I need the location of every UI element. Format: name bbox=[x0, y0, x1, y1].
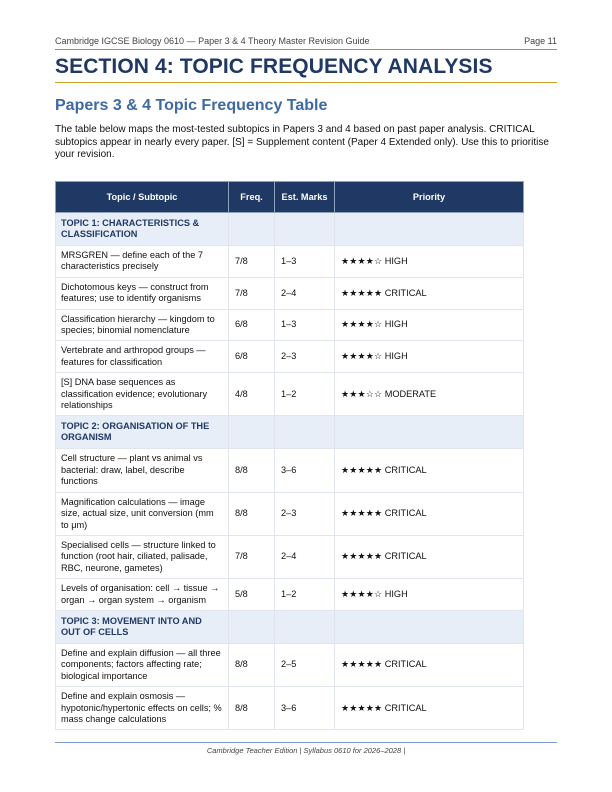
running-header bbox=[55, 36, 557, 46]
category-row bbox=[56, 610, 524, 643]
table-row bbox=[56, 277, 524, 309]
frequency-cell: 8/8 bbox=[229, 643, 275, 686]
marks-cell: 3–6 bbox=[275, 449, 335, 492]
subtopic-cell: Define and explain osmosis — hypotonic/hypertonic effects on cells; % mass change calculations bbox=[56, 687, 229, 730]
marks-cell: 1–3 bbox=[275, 309, 335, 341]
marks-cell: 1–2 bbox=[275, 373, 335, 416]
frequency-cell: 8/8 bbox=[229, 449, 275, 492]
header-marks: Est. Marks bbox=[275, 182, 335, 213]
marks-cell: 1–3 bbox=[275, 246, 335, 278]
frequency-cell: 4/8 bbox=[229, 373, 275, 416]
priority-cell: ★★★★★ CRITICAL bbox=[335, 449, 524, 492]
priority-cell: ★★★★☆ HIGH bbox=[335, 309, 524, 341]
marks-cell: 2–5 bbox=[275, 643, 335, 686]
subsection-title: Papers 3 & 4 Topic Frequency Table bbox=[55, 97, 328, 114]
table-row bbox=[56, 373, 524, 416]
running-title: Cambridge IGCSE Biology 0610 — Paper 3 & 4 Theory Master Revision Guide bbox=[55, 36, 370, 46]
category-row bbox=[56, 416, 524, 449]
category-empty-cell bbox=[275, 416, 335, 449]
category-empty-cell bbox=[275, 213, 335, 246]
table-row bbox=[56, 309, 524, 341]
category-empty-cell bbox=[229, 610, 275, 643]
priority-cell: ★★★☆☆ MODERATE bbox=[335, 373, 524, 416]
table-row bbox=[56, 535, 524, 578]
category-title: TOPIC 3: MOVEMENT INTO AND OUT OF CELLS bbox=[56, 610, 229, 643]
priority-cell: ★★★★★ CRITICAL bbox=[335, 492, 524, 535]
table-row bbox=[56, 341, 524, 373]
category-empty-cell bbox=[229, 213, 275, 246]
frequency-cell: 6/8 bbox=[229, 341, 275, 373]
table-body bbox=[56, 213, 524, 730]
frequency-cell: 8/8 bbox=[229, 687, 275, 730]
priority-cell: ★★★★☆ HIGH bbox=[335, 341, 524, 373]
frequency-cell: 5/8 bbox=[229, 579, 275, 611]
subtopic-cell: Magnification calculations — image size, actual size, unit conversion (mm to μm) bbox=[56, 492, 229, 535]
marks-cell: 2–4 bbox=[275, 277, 335, 309]
marks-cell: 1–2 bbox=[275, 579, 335, 611]
marks-cell: 3–6 bbox=[275, 687, 335, 730]
intro-paragraph: The table below maps the most-tested subtopics in Papers 3 and 4 based on past paper analysis. CRITICAL subtopics appear in nearly every paper. [S] = Supplement content (Paper 4 Extended only). Use this to prioritise your revision. bbox=[55, 124, 549, 160]
marks-cell: 2–3 bbox=[275, 492, 335, 535]
priority-cell: ★★★★☆ HIGH bbox=[335, 246, 524, 278]
footer: Cambridge Teacher Edition | Syllabus 0610 for 2026–2028 | bbox=[206, 746, 406, 755]
frequency-cell: 6/8 bbox=[229, 309, 275, 341]
subtopic-cell: Dichotomous keys — construct from features; use to identify organisms bbox=[56, 277, 229, 309]
table-row bbox=[56, 687, 524, 730]
priority-cell: ★★★★★ CRITICAL bbox=[335, 277, 524, 309]
category-empty-cell bbox=[229, 416, 275, 449]
header-topic: Topic / Subtopic bbox=[56, 182, 229, 213]
table-row bbox=[56, 246, 524, 278]
subtopic-cell: Define and explain diffusion — all three components; factors affecting rate; biological importance bbox=[56, 643, 229, 686]
category-row bbox=[56, 213, 524, 246]
topic-frequency-table bbox=[55, 181, 524, 730]
footer-divider bbox=[55, 742, 557, 743]
frequency-cell: 7/8 bbox=[229, 246, 275, 278]
header-priority: Priority bbox=[335, 182, 524, 213]
header-frequency: Freq. bbox=[229, 182, 275, 213]
table-row bbox=[56, 492, 524, 535]
table-row bbox=[56, 579, 524, 611]
table-row bbox=[56, 449, 524, 492]
frequency-cell: 7/8 bbox=[229, 535, 275, 578]
category-empty-cell bbox=[335, 213, 524, 246]
header-divider bbox=[55, 49, 557, 50]
priority-cell: ★★★★★ CRITICAL bbox=[335, 687, 524, 730]
marks-cell: 2–4 bbox=[275, 535, 335, 578]
subtopic-cell: Specialised cells — structure linked to function (root hair, ciliated, palisade, RBC, neurone, gametes) bbox=[56, 535, 229, 578]
category-title: TOPIC 2: ORGANISATION OF THE ORGANISM bbox=[56, 416, 229, 449]
subtopic-cell: Levels of organisation: cell → tissue → organ → organ system → organism bbox=[56, 579, 229, 611]
subtopic-cell: MRSGREN — define each of the 7 characteristics precisely bbox=[56, 246, 229, 278]
title-divider bbox=[55, 82, 557, 83]
priority-cell: ★★★★★ CRITICAL bbox=[335, 643, 524, 686]
subtopic-cell: [S] DNA base sequences as classification evidence; evolutionary relationships bbox=[56, 373, 229, 416]
category-empty-cell bbox=[275, 610, 335, 643]
frequency-cell: 7/8 bbox=[229, 277, 275, 309]
category-empty-cell bbox=[335, 416, 524, 449]
priority-cell: ★★★★☆ HIGH bbox=[335, 579, 524, 611]
category-title: TOPIC 1: CHARACTERISTICS & CLASSIFICATION bbox=[56, 213, 229, 246]
frequency-cell: 8/8 bbox=[229, 492, 275, 535]
subtopic-cell: Cell structure — plant vs animal vs bacterial: draw, label, describe functions bbox=[56, 449, 229, 492]
page-number: Page 11 bbox=[524, 36, 557, 46]
subtopic-cell: Classification hierarchy — kingdom to species; binomial nomenclature bbox=[56, 309, 229, 341]
table-row bbox=[56, 643, 524, 686]
category-empty-cell bbox=[335, 610, 524, 643]
subtopic-cell: Vertebrate and arthropod groups — features for classification bbox=[56, 341, 229, 373]
priority-cell: ★★★★★ CRITICAL bbox=[335, 535, 524, 578]
table-header-row bbox=[56, 182, 524, 213]
section-title: SECTION 4: TOPIC FREQUENCY ANALYSIS bbox=[55, 55, 493, 78]
marks-cell: 2–3 bbox=[275, 341, 335, 373]
